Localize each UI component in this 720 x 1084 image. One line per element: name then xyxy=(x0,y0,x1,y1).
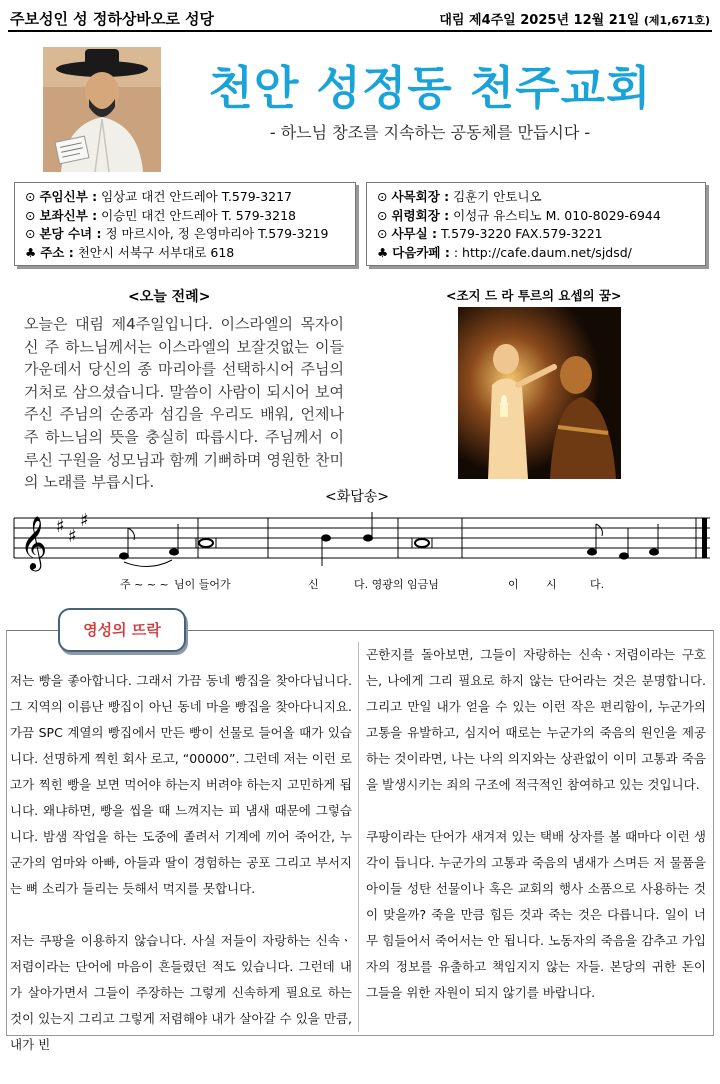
psalm-lyrics xyxy=(14,576,710,594)
info-row xyxy=(377,207,695,226)
column-paragraph: 쿠팡이라는 단어가 새겨져 있는 택배 상자를 볼 때마다 이런 생각이 듭니다. 누군가의 고통과 죽음의 냄새가 스며든 저 물품을 아이들 성탄 선물이나 혹은 교회의 행사 소품으로 사용하는 것이 맞을까? 죽을 만큼 힘든 것과 죽는 것은 다릅니다. 일이 너무 힘들어서 죽어서는 안 됩니다. 노동자의 죽음을 감추고 가입자의 정보를 유출하고 책임지지 않는 자들. 본당의 귀한 돈이 그들을 위한 자원이 되지 않기를 바랍니다. xyxy=(366,829,706,1000)
liturgy-label: <오늘 전례> xyxy=(128,289,211,305)
info-value: 이성규 유스티노 M. 010-8029-6944 xyxy=(449,207,661,223)
info-row xyxy=(25,225,345,244)
info-key: 위령회장 : xyxy=(391,207,450,223)
column-left xyxy=(10,668,352,1084)
column-divider xyxy=(358,642,359,1032)
column-tab: 영성의 뜨락 xyxy=(58,608,186,652)
svg-text:♯: ♯ xyxy=(80,510,89,531)
bullet-icon: ⊙ xyxy=(25,189,36,204)
lyric-syllable: 시 xyxy=(546,578,557,591)
club-icon: ♣ xyxy=(25,244,37,260)
lyric-syllable: 님이 들어가 xyxy=(174,578,231,591)
music-staff xyxy=(14,506,710,598)
liturgy-text: 오늘은 대림 제4주일입니다. 이스라엘의 목자이신 주 하느님께서는 이스라엘의 보잘것없는 이들 가운데서 당신의 종 마리아를 선택하시어 주님의 거처로 삼으셨습니다. 말씀이 사람이 되시어 보여 주신 주님의 순종과 섬김을 우리도 배워, 언제나 주 하느님의 뜻을 충실히 따릅시다. 주님께서 이루신 구원을 성모님과 함께 기뻐하며 영원한 찬미의 노래를 부릅시다. xyxy=(24,315,344,492)
date-text: 대림 제4주일 2025년 12월 21일 xyxy=(439,13,640,28)
patron-saint-portrait xyxy=(43,47,161,172)
top-bar xyxy=(8,6,712,32)
bullet-icon: ⊙ xyxy=(25,226,36,241)
council-info-box xyxy=(366,182,706,266)
bullet-icon: ⊙ xyxy=(377,207,388,223)
info-row xyxy=(377,244,695,263)
info-row xyxy=(25,188,345,207)
info-key: 주임신부 : xyxy=(39,189,98,204)
church-motto: - 하느님 창조를 지속하는 공동체를 만듭시다 - xyxy=(269,123,591,142)
info-value: 천안시 서북구 서부대로 618 xyxy=(73,244,235,260)
column-paragraph: 저는 빵을 좋아합니다. 그래서 가끔 동네 빵집을 찾아다닙니다. 그 지역의 이름난 빵집이 아닌 동네 마을 빵집을 찾아다니지요. 가끔 SPC 계열의 빵집에서 만든 빵이 선물로 들어올 때가 있습니다. 선명하게 찍힌 회사 로고, “00000”. 그런데 저는 이런 로고가 찍힌 빵을 보면 먹어야 하는지 버려야 하는지 고민하게 됩니다. 왜냐하면, 빵을 씹을 때 느껴지는 피 냄새 때문에 그렇습니다. 밤샘 작업을 하는 도중에 졸려서 기계에 끼어 죽어간, 누군가의 엄마와 아빠, 아들과 딸이 경험하는 공포 그리고 부서지는 뼈 소리가 들리는 듯해서 먹지를 못합니다. xyxy=(10,673,352,896)
info-row xyxy=(25,244,345,263)
issue-number: (제1,671호) xyxy=(643,14,710,27)
info-value: 이승민 대건 안드레아 T. 579-3218 xyxy=(97,207,296,223)
lyric-syllable: 다. 영광의 임금님 xyxy=(354,578,439,591)
clergy-info-box xyxy=(14,182,356,266)
info-key: 사목회장 : xyxy=(391,189,450,204)
info-key: 보좌신부 : xyxy=(39,207,98,223)
info-row xyxy=(377,225,695,244)
church-title: 천안 성정동 천주교회 xyxy=(208,61,652,115)
saint-portrait-image xyxy=(43,47,161,172)
info-value: 임상교 대건 안드레아 T.579-3217 xyxy=(97,189,293,204)
info-value: 정 마르시아, 정 은영마리아 T.579-3219 xyxy=(101,226,329,241)
info-value: 김훈기 안토니오 xyxy=(449,189,542,204)
cafe-link[interactable]: : http://cafe.daum.net/sjdsd/ xyxy=(449,244,632,260)
parish-name: 주보성인 성 정하상바오로 성당 xyxy=(10,10,215,28)
painting-image xyxy=(458,307,621,479)
bullet-icon: ⊙ xyxy=(25,207,36,223)
info-row xyxy=(25,207,345,226)
lyric-syllable: 이 xyxy=(508,578,519,591)
column-right xyxy=(366,642,706,1032)
info-key: 사무실 : xyxy=(391,226,438,241)
painting-label: <조지 드 라 투르의 요셉의 꿈> xyxy=(446,288,622,303)
info-row xyxy=(377,188,695,207)
info-key: 본당 수녀 : xyxy=(39,226,102,241)
lyric-syllable: 신 xyxy=(308,578,319,591)
column-paragraph: 저는 쿠팡을 이용하지 않습니다. 사실 저들이 자랑하는 신속ㆍ저렴이라는 단어에 마음이 흔들렸던 적도 있습니다. 그런데 내가 살아가면서 그들이 주장하는 그렇게 신속하게 필요로 하는 것이 있는지 그리고 그렇게 저렴해야 내가 살아갈 수 있을 만큼, 내가 빈 xyxy=(10,933,352,1052)
svg-text:♯: ♯ xyxy=(68,526,77,547)
bullet-icon: ⊙ xyxy=(377,226,388,241)
info-value: T.579-3220 FAX.579-3221 xyxy=(437,226,603,241)
lyric-syllable: 주 ~ ~ ~ xyxy=(120,578,169,591)
bullet-icon: ⊙ xyxy=(377,189,388,204)
info-key: 주소 : xyxy=(40,244,74,260)
info-key: 다음카페 : xyxy=(392,244,450,260)
svg-text:♯: ♯ xyxy=(56,516,65,537)
svg-text:𝄞: 𝄞 xyxy=(20,515,48,569)
column-paragraph: 곤한지를 돌아보면, 그들이 자랑하는 신속ㆍ저렴이라는 구호는, 나에게 그리 필요로 하지 않는 단어라는 것은 분명합니다. 그리고 만일 내가 얻을 수 있는 이런 작은 편리함이, 누군가의 고통을 유발하고, 심지어 때로는 누군가의 죽음의 원인을 제공하는 것이라면, 나는 나의 의지와는 상관없이 이미 고통과 죽음을 발생시키는 죄의 구조에 적극적인 참여하고 있는 것입니다. xyxy=(366,647,706,792)
club-icon: ♣ xyxy=(377,244,389,260)
lyric-syllable: 다. xyxy=(590,578,605,591)
date-line xyxy=(439,9,710,28)
dream-of-joseph-painting xyxy=(458,307,621,479)
psalm-label: <화답송> xyxy=(325,489,390,505)
